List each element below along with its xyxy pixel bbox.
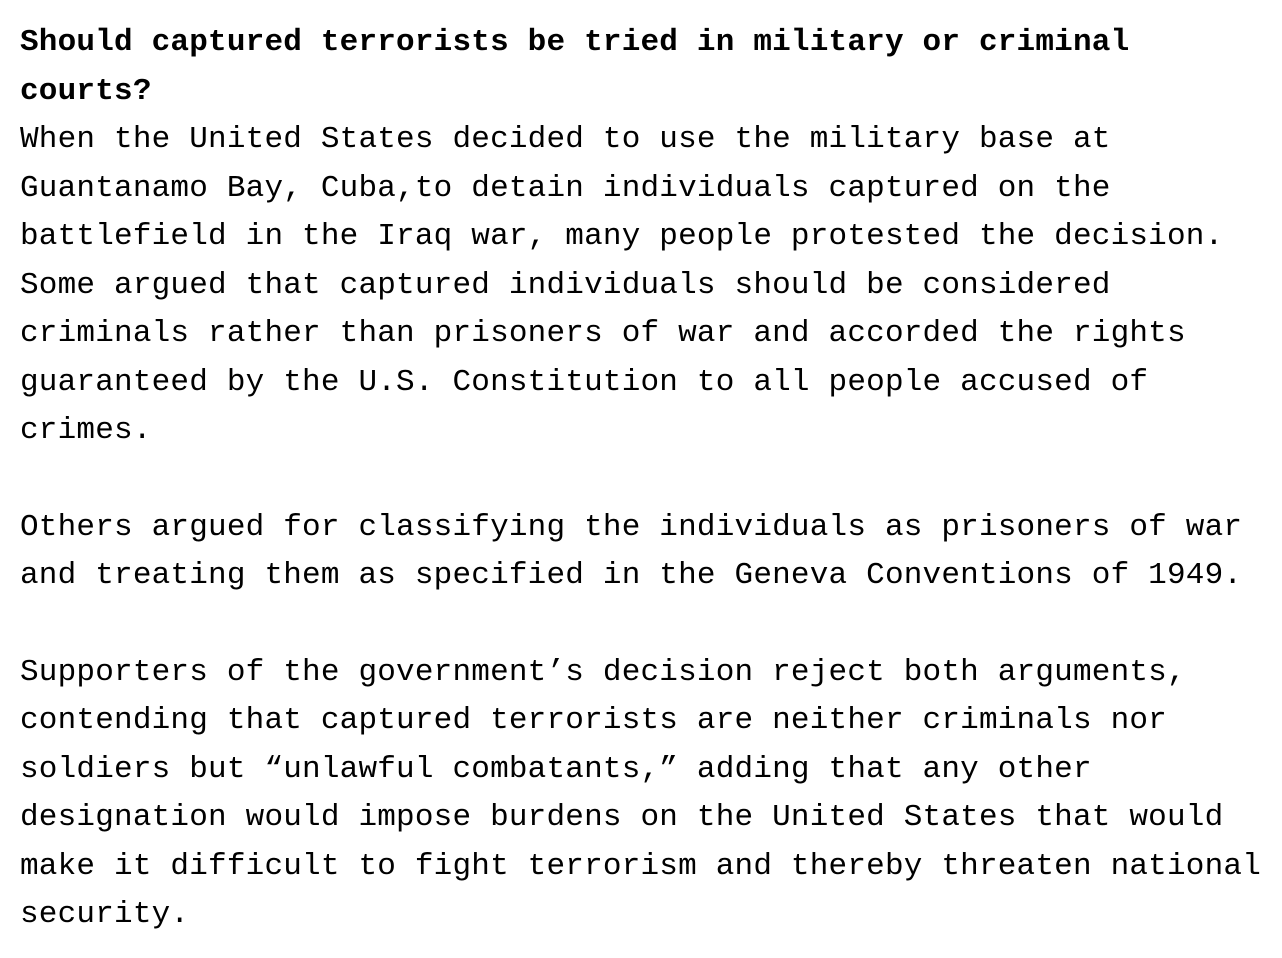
paragraph-1: When the United States decided to use the military base at Guantanamo Bay, Cuba,to detain individuals captured on the battlefield in the Iraq war, many people protested the decision. Some argued that captured individuals should be considered criminals rather than prisoners of war and accorded the rights guaranteed by the U.S. Constitution to all people accused of crimes. [20, 122, 1224, 448]
paragraph-spacer [20, 601, 1262, 649]
article-title: Should captured terrorists be tried in military or criminal courts? [20, 25, 1130, 109]
paragraph-2: Others argued for classifying the individuals as prisoners of war and treating them as specified in the Geneva Conventions of 1949. [20, 509, 1243, 593]
article [20, 18, 1262, 940]
paragraph-3: Supporters of the government’s decision reject both arguments, contending that captured terrorists are neither criminals nor soldiers but “unlawful combatants,” adding that any other designation would impose burdens on the United States that would make it difficult to fight terrorism and thereby threaten national security. [20, 654, 1261, 932]
paragraph-spacer [20, 456, 1262, 504]
